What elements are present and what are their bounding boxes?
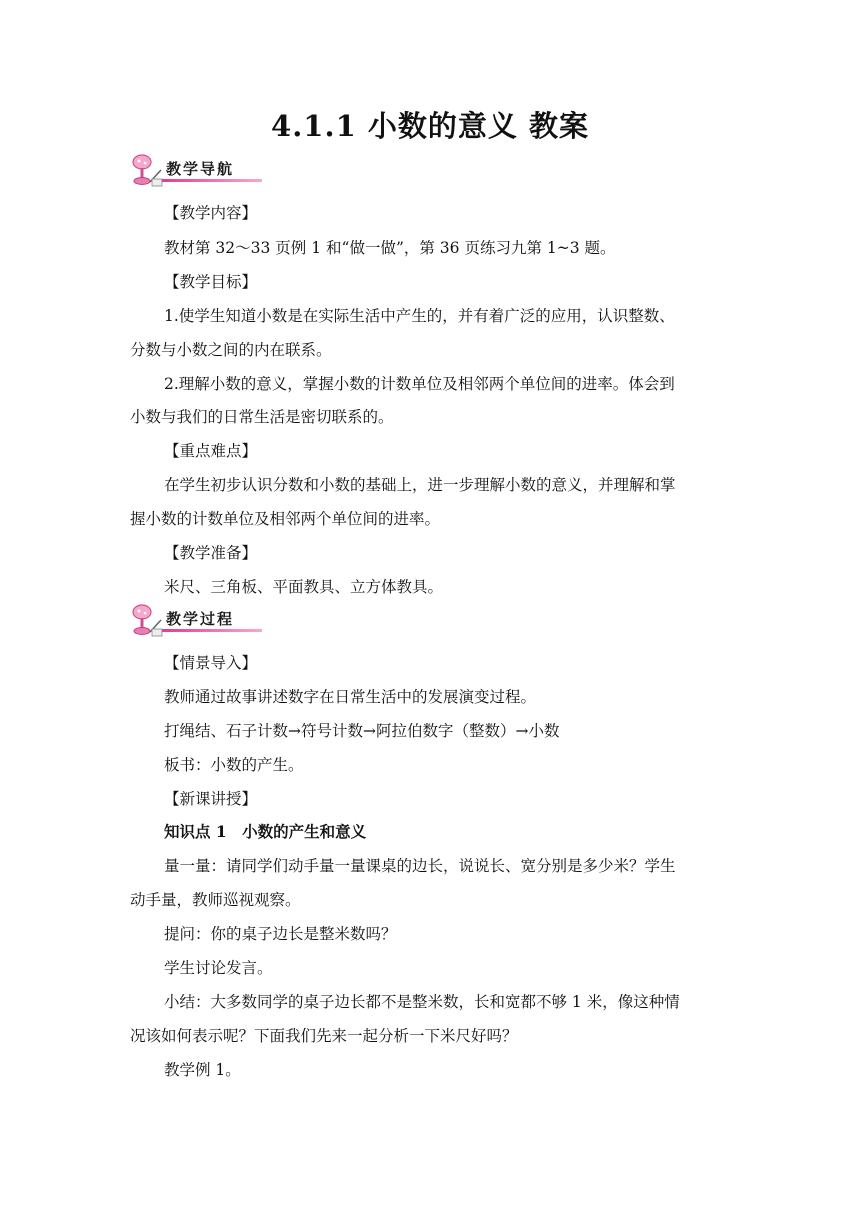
text-line: 教师通过故事讲述数字在日常生活中的发展演变过程。 (164, 688, 537, 706)
text-line: 板书：小数的产生。 (164, 756, 304, 774)
section-heading: 【教学准备】 (164, 544, 258, 562)
text-line: 打绳结、石子计数→符号计数→阿拉伯数字（整数）→小数 (164, 722, 560, 740)
text-line: 动手量，教师巡视观察。 (130, 891, 301, 909)
page-title: 4.1.1 小数的意义 教案 (271, 109, 589, 143)
text-line: 提问：你的桌子边长是整米数吗？ (164, 925, 397, 943)
text-line: 况该如何表示呢？下面我们先来一起分析一下米尺好吗？ (130, 1027, 518, 1045)
banner-underline (162, 629, 262, 632)
section-heading: 【新课讲授】 (164, 790, 258, 808)
text-line: 教材第 32～33 页例 1 和“做一做”，第 36 页练习九第 1~3 题。 (164, 239, 616, 257)
text-line: 量一量：请同学们动手量一量课桌的边长，说说长、宽分别是多少米？学生 (164, 857, 676, 875)
section-banner-nav (128, 152, 264, 192)
text-line: 握小数的计数单位及相邻两个单位间的进率。 (130, 510, 441, 528)
text-line: 教学例 1。 (164, 1061, 241, 1079)
section-heading: 【教学目标】 (164, 273, 258, 291)
text-line: 分数与小数之间的内在联系。 (130, 341, 332, 359)
lamp-icon (128, 602, 168, 642)
text-line: 2.理解小数的意义，掌握小数的计数单位及相邻两个单位间的进率。体会到 (164, 375, 675, 393)
lamp-icon (128, 152, 168, 192)
section-banner-process (128, 602, 264, 642)
text-line: 小结：大多数同学的桌子边长都不是整米数，长和宽都不够 1 米，像这种情 (164, 993, 680, 1011)
section-heading: 【教学内容】 (164, 204, 258, 222)
banner-label: 教学导航 (166, 160, 235, 178)
knowledge-point-heading: 知识点 1 小数的产生和意义 (164, 822, 367, 841)
text-line: 小数与我们的日常生活是密切联系的。 (130, 408, 394, 426)
text-line: 学生讨论发言。 (164, 959, 273, 977)
text-line: 米尺、三角板、平面教具、立方体教具。 (164, 578, 444, 596)
banner-underline (162, 179, 262, 182)
text-line: 1.使学生知道小数是在实际生活中产生的，并有着广泛的应用，认识整数、 (164, 307, 675, 325)
text-line: 在学生初步认识分数和小数的基础上，进一步理解小数的意义，并理解和掌 (164, 476, 676, 494)
section-heading: 【情景导入】 (164, 654, 258, 672)
banner-label: 教学过程 (166, 610, 235, 628)
section-heading: 【重点难点】 (164, 442, 258, 460)
